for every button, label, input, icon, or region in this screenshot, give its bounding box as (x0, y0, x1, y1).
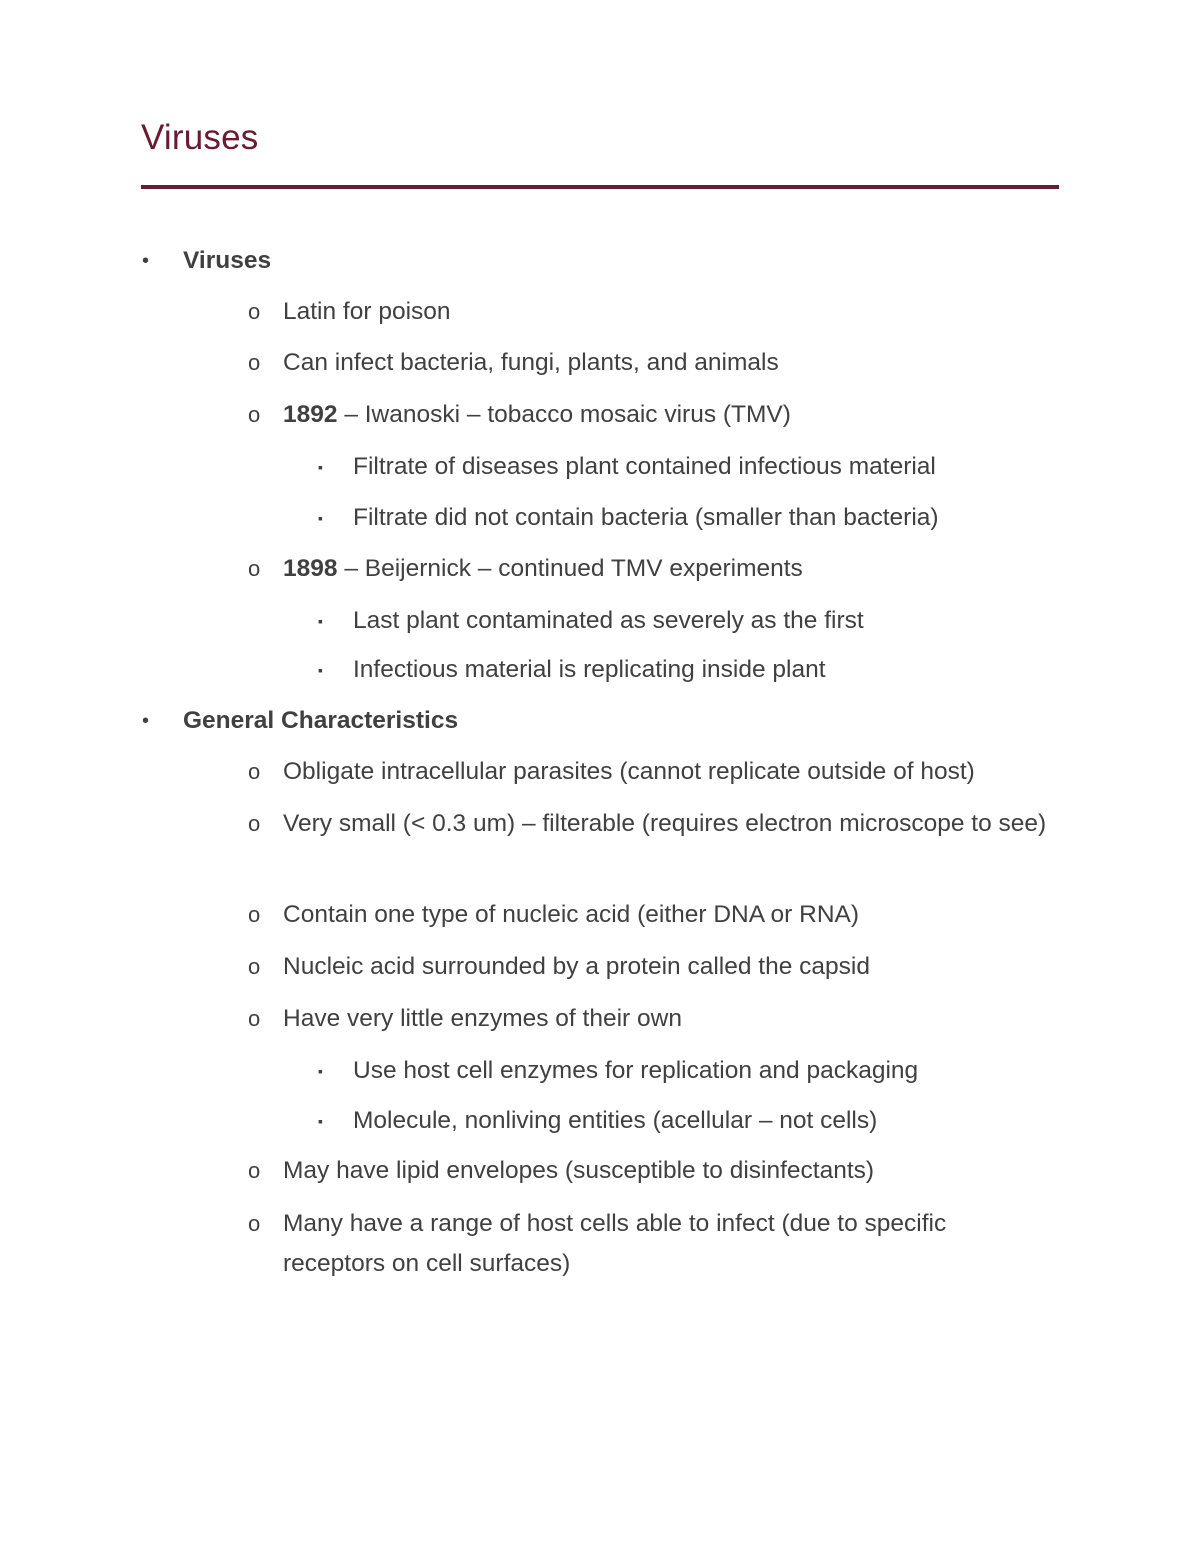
list-item (283, 395, 791, 435)
sub-bullet-marker: o (248, 1006, 261, 1031)
square-bullet-marker: ▪ (318, 613, 323, 629)
section-heading-viruses: Viruses (183, 247, 272, 274)
sub-bullet-marker: o (248, 954, 261, 979)
sub-bullet-marker: o (248, 299, 261, 324)
square-bullet-marker: ▪ (318, 1113, 323, 1129)
sub-bullet-marker: o (248, 350, 261, 375)
list-subitem: Infectious material is replicating inside plant (353, 656, 826, 683)
list-item: Nucleic acid surrounded by a protein called the capsid (283, 953, 870, 980)
square-bullet-marker: ▪ (318, 459, 323, 475)
year-label: 1892 (283, 401, 338, 428)
sub-bullet-marker: o (248, 402, 261, 427)
list-subitem: Filtrate did not contain bacteria (smaller than bacteria) (353, 504, 939, 531)
list-item: Latin for poison (283, 298, 451, 325)
list-item: Have very little enzymes of their own (283, 1005, 682, 1032)
list-item (283, 549, 803, 589)
list-subitem: Filtrate of diseases plant contained infectious material (353, 453, 936, 480)
square-bullet-marker: ▪ (318, 662, 323, 678)
bullet-marker: • (142, 710, 150, 732)
square-bullet-marker: ▪ (318, 1063, 323, 1079)
sub-bullet-marker: o (248, 1158, 261, 1183)
sub-bullet-marker: o (248, 556, 261, 581)
list-subitem: Molecule, nonliving entities (acellular – not cells) (353, 1107, 878, 1134)
list-item: Many have a range of host cells able to infect (due to specific receptors on cell surfaces) (283, 1210, 947, 1277)
title-divider (141, 185, 1059, 189)
sub-bullet-marker: o (248, 811, 261, 836)
list-item: Obligate intracellular parasites (cannot replicate outside of host) (283, 758, 975, 785)
list-subitem: Last plant contaminated as severely as the first (353, 607, 864, 634)
bullet-marker: • (142, 250, 150, 272)
square-bullet-marker: ▪ (318, 510, 323, 526)
list-item-text: – Beijernick – continued TMV experiments (337, 555, 803, 582)
section-heading-general-characteristics: General Characteristics (183, 707, 459, 734)
sub-bullet-marker: o (248, 759, 261, 784)
list-item-text: – Iwanoski – tobacco mosaic virus (TMV) (337, 401, 791, 428)
list-subitem: Use host cell enzymes for replication and packaging (353, 1057, 919, 1084)
sub-bullet-marker: o (248, 902, 261, 927)
list-item: Can infect bacteria, fungi, plants, and animals (283, 349, 779, 376)
list-item: May have lipid envelopes (susceptible to disinfectants) (283, 1157, 875, 1184)
list-item: Contain one type of nucleic acid (either DNA or RNA) (283, 901, 860, 928)
sub-bullet-marker: o (248, 1211, 261, 1236)
list-item: Very small (< 0.3 um) – filterable (requires electron microscope to see) (283, 810, 1047, 837)
page-title: Viruses (141, 118, 259, 157)
year-label: 1898 (283, 555, 338, 582)
